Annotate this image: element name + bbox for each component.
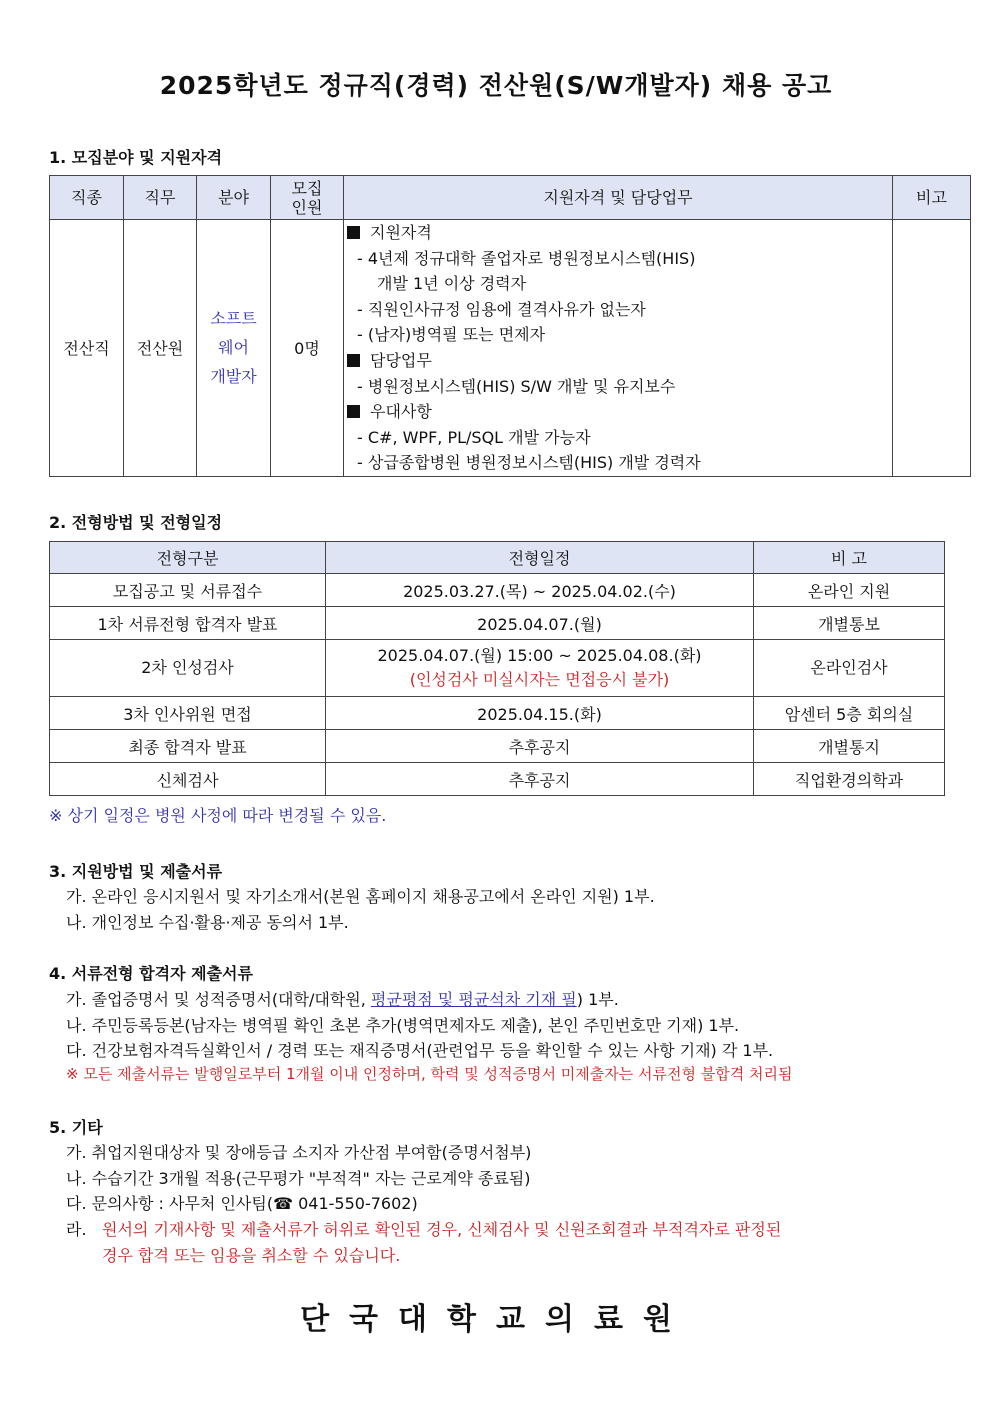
section2-heading: 2. 전형방법 및 전형일정 [49, 513, 223, 532]
list-item: 나. 개인정보 수집·활용·제공 동의서 1부. [66, 913, 349, 932]
remark-cell: 직업환경의학과 [754, 763, 945, 796]
header-job: 직무 [124, 176, 197, 220]
list-item: 개발 1년 이상 경력자 [377, 274, 527, 294]
list-item: 원서의 기재사항 및 제출서류가 허위로 확인된 경우, 신체검사 및 신원조회결과 부적격자로 판정된 [102, 1220, 782, 1239]
header-stage: 전형구분 [50, 542, 326, 574]
field-line: 웨어 [218, 338, 249, 358]
list-item: 가. 온라인 응시지원서 및 자기소개서(본원 홈페이지 채용공고에서 온라인 지원) 1부. [66, 887, 655, 906]
remark-cell: 온라인 지원 [754, 574, 945, 607]
date-cell: 추후공지 [326, 730, 754, 763]
header-count-line1: 모집 [291, 178, 323, 198]
square-bullet-icon [347, 354, 360, 367]
list-item: - 상급종합병원 병원정보시스템(HIS) 개발 경력자 [357, 453, 701, 473]
section1-heading: 1. 모집분야 및 지원자격 [49, 148, 223, 167]
list-item: 다. 문의사항 : 사무처 인사팀(☎ 041-550-7602) [66, 1194, 418, 1213]
field-line: 소프트 [210, 309, 257, 329]
item-text: ) 1부. [576, 990, 619, 1009]
recruitment-table [49, 175, 971, 477]
stage-cell: 2차 인성검사 [50, 640, 326, 697]
table-row [50, 640, 945, 697]
duty-heading [347, 348, 892, 374]
table-row [50, 220, 971, 477]
list-item: - C#, WPF, PL/SQL 개발 가능자 [357, 427, 591, 447]
table-row [50, 697, 945, 730]
remark-cell: 온라인검사 [754, 640, 945, 697]
list-item: - 병원정보시스템(HIS) S/W 개발 및 유지보수 [357, 376, 676, 396]
header-remark: 비 고 [754, 542, 945, 574]
cell-field [197, 220, 271, 477]
header-qualification: 지원자격 및 담당업무 [344, 176, 893, 220]
header-count [271, 176, 344, 220]
warning-note: ※ 모든 제출서류는 발행일로부터 1개월 이내 인정하며, 학력 및 성적증명서 미제출자는 서류전형 불합격 처리됨 [66, 1065, 793, 1083]
table-row [50, 763, 945, 796]
square-bullet-icon [347, 405, 360, 418]
table-row [50, 607, 945, 640]
cell-count: 0명 [271, 220, 344, 477]
qual-heading [347, 220, 892, 246]
page-title: 2025학년도 정규직(경력) 전산원(S/W개발자) 채용 공고 [159, 71, 833, 100]
field-line: 개발자 [210, 367, 257, 387]
list-item: 경우 합격 또는 임용을 취소할 수 있습니다. [102, 1246, 401, 1265]
date-text: 2025.04.07.(월) 15:00 ~ 2025.04.08.(화) [377, 646, 702, 665]
date-cell: 추후공지 [326, 763, 754, 796]
cell-type: 전산직 [50, 220, 124, 477]
list-item: - 4년제 정규대학 졸업자로 병원정보시스템(HIS) [357, 248, 696, 268]
list-item: 가. 취업지원대상자 및 장애등급 소지자 가산점 부여함(증명서첨부) [66, 1143, 532, 1162]
duty-title: 담당업무 [370, 350, 432, 370]
section5-heading: 5. 기타 [49, 1118, 103, 1137]
list-item: 나. 수습기간 3개월 적용(근무평가 "부적격" 자는 근로계약 종료됨) [66, 1169, 531, 1188]
pref-title: 우대사항 [370, 402, 432, 422]
list-item: - 직원인사규정 임용에 결격사유가 없는자 [357, 299, 646, 319]
stage-cell: 신체검사 [50, 763, 326, 796]
stage-cell: 최종 합격자 발표 [50, 730, 326, 763]
list-item: - (남자)병역필 또는 면제자 [357, 325, 546, 345]
header-type: 직종 [50, 176, 124, 220]
list-item [66, 987, 619, 1010]
schedule-table [49, 541, 945, 796]
header-field: 분야 [197, 176, 271, 220]
emphasis-text: 평균평점 및 평균석차 기재 필 [370, 990, 577, 1009]
header-note: 비고 [893, 176, 971, 220]
item-text: 가. 졸업증명서 및 성적증명서(대학/대학원, [66, 990, 371, 1009]
date-cell: 2025.04.15.(화) [326, 697, 754, 730]
section3-heading: 3. 지원방법 및 제출서류 [49, 862, 223, 881]
table-row [50, 574, 945, 607]
square-bullet-icon [347, 226, 360, 239]
cell-note [893, 220, 971, 477]
list-item-label: 라. [66, 1220, 87, 1239]
remark-cell: 개별통지 [754, 730, 945, 763]
cell-qualification [344, 220, 893, 477]
date-cell: 2025.03.27.(목) ~ 2025.04.02.(수) [326, 574, 754, 607]
date-cell: 2025.04.07.(월) [326, 607, 754, 640]
header-schedule: 전형일정 [326, 542, 754, 574]
stage-cell: 3차 인사위원 면접 [50, 697, 326, 730]
qual-title: 지원자격 [370, 223, 432, 242]
list-item: 나. 주민등록등본(남자는 병역필 확인 초본 추가(병역면제자도 제출), 본인 주민번호만 기재) 1부. [66, 1016, 740, 1035]
list-item: 다. 건강보험자격득실확인서 / 경력 또는 재직증명서(관련업무 등을 확인할 수 있는 사항 기재) 각 1부. [66, 1041, 774, 1060]
table-row [50, 730, 945, 763]
schedule-note: ※ 상기 일정은 병원 사정에 따라 변경될 수 있음. [49, 806, 387, 825]
cell-job: 전산원 [124, 220, 197, 477]
institution-name: 단국대학교의료원 [300, 1302, 692, 1337]
stage-cell: 모집공고 및 서류접수 [50, 574, 326, 607]
remark-cell: 암센터 5층 회의실 [754, 697, 945, 730]
pref-heading [347, 399, 892, 425]
date-warning: (인성검사 미실시자는 면접응시 불가) [409, 670, 670, 689]
stage-cell: 1차 서류전형 합격자 발표 [50, 607, 326, 640]
date-cell [326, 640, 754, 697]
section4-heading: 4. 서류전형 합격자 제출서류 [49, 964, 253, 983]
remark-cell: 개별통보 [754, 607, 945, 640]
header-count-line2: 인원 [291, 197, 323, 217]
